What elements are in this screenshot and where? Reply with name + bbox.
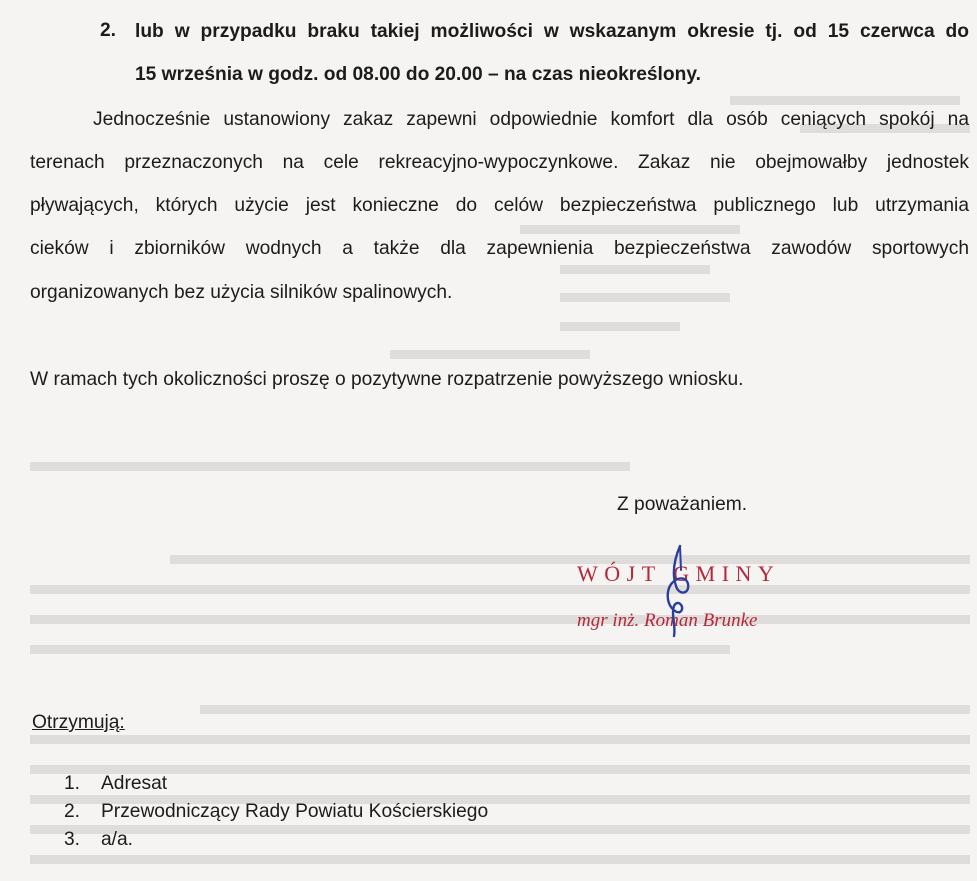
list-item-text: Adresat [101,773,168,794]
point-text-line-1: lub w przypadku braku takiej możliwości w wskazanym okresie tj. od 15 czerwca do [135,21,969,42]
paragraph-2: W ramach tych okoliczności proszę o pozytywne rozpatrzenie powyższego wniosku. [30,369,744,390]
stamp-title: WÓJT GMINY [577,561,781,586]
paragraph-1-line-2: terenach przeznaczonych na cele rekreacyjno-wypoczynkowe. Zakaz nie obejmowałby jednostek [30,152,969,173]
list-item-text: Przewodniczący Rady Powiatu Kościerskiego [101,801,489,822]
recipients-heading: Otrzymują: [32,712,125,733]
list-item [64,800,488,828]
closing-salutation: Z poważaniem. [617,494,748,515]
point-number: 2. [100,20,117,41]
list-item-number: 1. [64,773,81,794]
list-item [64,772,488,800]
signature-scribble [650,540,710,640]
paragraph-1-line-3: pływających, których użycie jest konieczne do celów bezpieczeństwa publicznego lub utrzymania [30,195,969,216]
list-item-text: a/a. [101,829,134,850]
stamp-name: mgr inż. Roman Brunke [577,610,758,631]
list-item-number: 3. [64,829,81,850]
list-item [64,828,488,856]
paragraph-1-line-4: cieków i zbiorników wodnych a także dla zapewnienia bezpieczeństwa zawodów sportowych [30,238,969,259]
list-item-number: 2. [64,801,81,822]
point-text-line-2: 15 września w godz. od 08.00 do 20.00 – na czas nieokreślony. [135,64,701,85]
paragraph-1-line-1: Jednocześnie ustanowiony zakaz zapewni odpowiednie komfort dla osób ceniących spokój na [93,109,969,130]
recipients-list [64,772,488,856]
paragraph-1-line-5: organizowanych bez użycia silników spalinowych. [30,282,453,303]
